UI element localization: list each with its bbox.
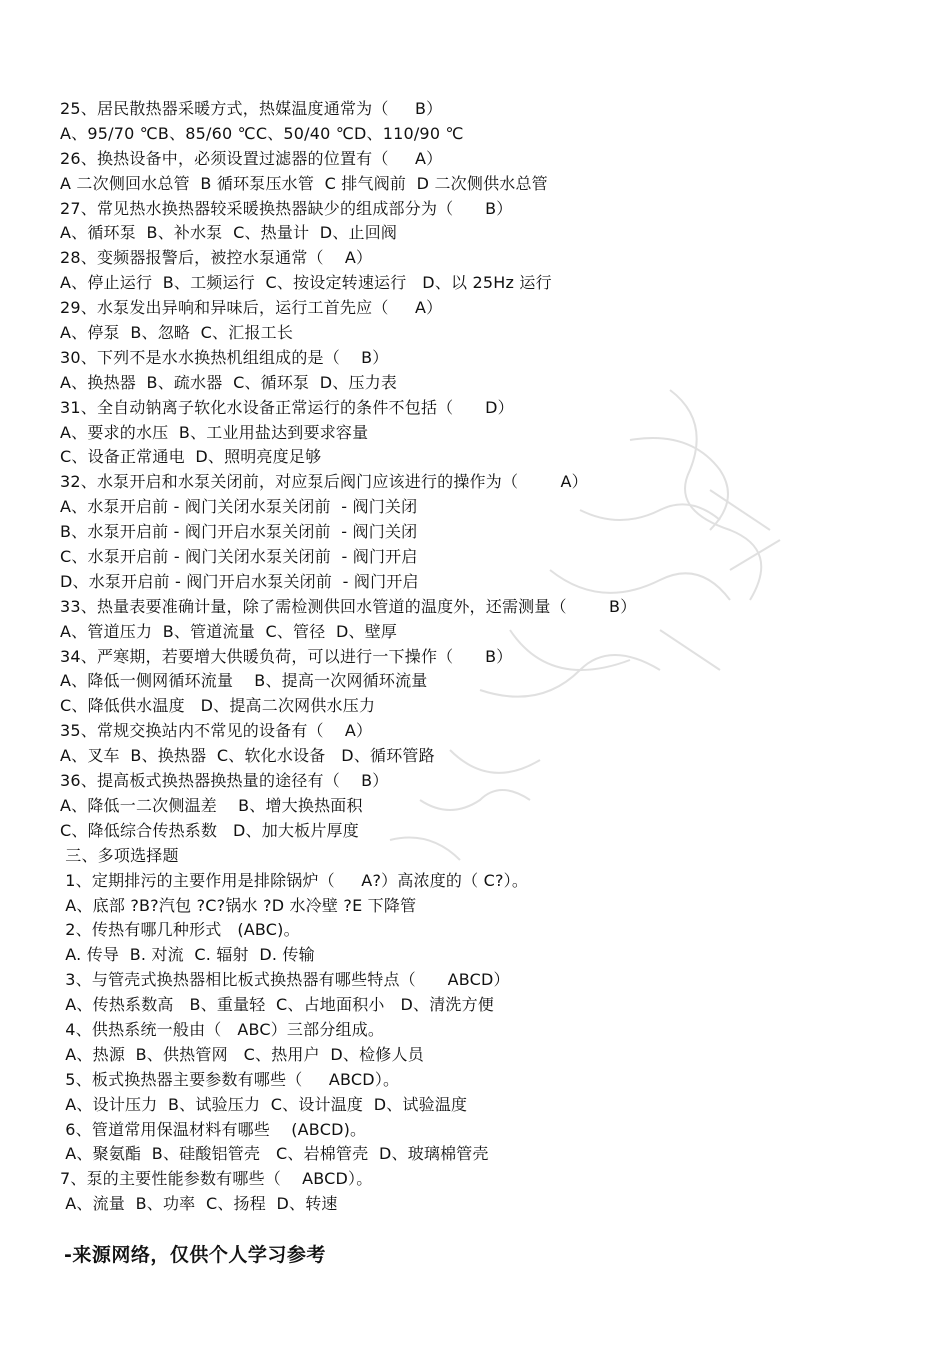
text-line: D、水泵开启前 - 阀门开启水泵关闭前 - 阀门开启 <box>60 571 419 591</box>
text-line: 34、严寒期，若要增大供暖负荷，可以进行一下操作（ B） <box>60 646 513 666</box>
text-line: A、停泵 B、忽略 C、汇报工长 <box>60 323 294 343</box>
text-line: 33、热量表要准确计量，除了需检测供回水管道的温度外，还需测量（ B） <box>60 596 637 616</box>
text-line: A、设计压力 B、试验压力 C、设计温度 D、试验温度 <box>60 1094 468 1114</box>
text-line: A、热源 B、供热管网 C、热用户 D、检修人员 <box>60 1044 424 1064</box>
text-line: A、循环泵 B、补水泵 C、热量计 D、止回阀 <box>60 223 398 243</box>
text-line: 5、板式换热器主要参数有哪些（ ABCD）。 <box>60 1069 400 1089</box>
text-line: 31、全自动钠离子软化水设备正常运行的条件不包括（ D） <box>60 397 514 417</box>
text-line: A、流量 B、功率 C、扬程 D、转速 <box>60 1194 338 1214</box>
text-line: 2、传热有哪几种形式 (ABC)。 <box>60 920 300 940</box>
text-line: A、95/70 ℃B、85/60 ℃C、50/40 ℃D、110/90 ℃ <box>60 123 464 143</box>
text-line: 32、水泵开启和水泵关闭前，对应泵后阀门应该进行的操作为（ A） <box>60 472 588 492</box>
text-line: C、设备正常通电 D、照明亮度足够 <box>60 447 322 467</box>
text-line: A、停止运行 B、工频运行 C、按设定转速运行 D、以 25Hz 运行 <box>60 273 552 293</box>
text-line: A、降低一二次侧温差 B、增大换热面积 <box>60 795 363 815</box>
text-line: 29、水泵发出异响和异味后，运行工首先应（ A） <box>60 298 443 318</box>
text-line: 30、下列不是水水换热机组组成的是（ B） <box>60 347 389 367</box>
question-list <box>60 97 820 1217</box>
source-footer: -来源网络，仅供个人学习参考 <box>64 1244 326 1266</box>
text-line: 6、管道常用保温材料有哪些 (ABCD)。 <box>60 1119 367 1139</box>
text-line: A. 传导 B. 对流 C. 辐射 D. 传输 <box>60 945 315 965</box>
text-line: 35、常规交换站内不常见的设备有（ A） <box>60 721 373 741</box>
text-line: 28、变频器报警后，被控水泵通常（ A） <box>60 248 373 268</box>
text-line: 4、供热系统一般由（ ABC）三部分组成。 <box>60 1019 385 1039</box>
text-line: 25、居民散热器采暖方式，热媒温度通常为（ B） <box>60 99 443 118</box>
text-line: A、降低一侧网循环流量 B、提高一次网循环流量 <box>60 671 428 691</box>
text-line: 7、泵的主要性能参数有哪些（ ABCD）。 <box>60 1169 373 1189</box>
text-line: 36、提高板式换热器换热量的途径有（ B） <box>60 771 389 791</box>
text-line: A、换热器 B、疏水器 C、循环泵 D、压力表 <box>60 372 398 392</box>
section-heading: 三、多项选择题 <box>60 845 179 865</box>
text-line: C、水泵开启前 - 阀门关闭水泵关闭前 - 阀门开启 <box>60 547 418 567</box>
text-line: B、水泵开启前 - 阀门开启水泵关闭前 - 阀门关闭 <box>60 522 418 542</box>
text-line: A、叉车 B、换热器 C、软化水设备 D、循环管路 <box>60 746 435 766</box>
text-line: A、底部 ?B?汽包 ?C?锅水 ?D 水冷壁 ?E 下降管 <box>60 895 417 915</box>
text-line: C、降低综合传热系数 D、加大板片厚度 <box>60 820 359 840</box>
text-line: A、要求的水压 B、工业用盐达到要求容量 <box>60 422 369 442</box>
text-line: A 二次侧回水总管 B 循环泵压水管 C 排气阀前 D 二次侧供水总管 <box>60 173 548 193</box>
text-line: 27、常见热水换热器较采暖换热器缺少的组成部分为（ B） <box>60 198 513 218</box>
text-line: 26、换热设备中，必须设置过滤器的位置有（ A） <box>60 148 443 168</box>
text-line: C、降低供水温度 D、提高二次网供水压力 <box>60 696 376 716</box>
text-line: A、聚氨酯 B、硅酸铝管壳 C、岩棉管壳 D、玻璃棉管壳 <box>60 1144 489 1164</box>
text-line: A、传热系数高 B、重量轻 C、占地面积小 D、清洗方便 <box>60 995 494 1015</box>
text-line: 1、定期排污的主要作用是排除锅炉（ A?）高浓度的（ C?）。 <box>60 870 529 890</box>
text-line: A、管道压力 B、管道流量 C、管径 D、壁厚 <box>60 621 398 641</box>
text-line: 3、与管壳式换热器相比板式换热器有哪些特点（ ABCD） <box>60 970 510 990</box>
text-line: A、水泵开启前 - 阀门关闭水泵关闭前 - 阀门关闭 <box>60 497 418 517</box>
